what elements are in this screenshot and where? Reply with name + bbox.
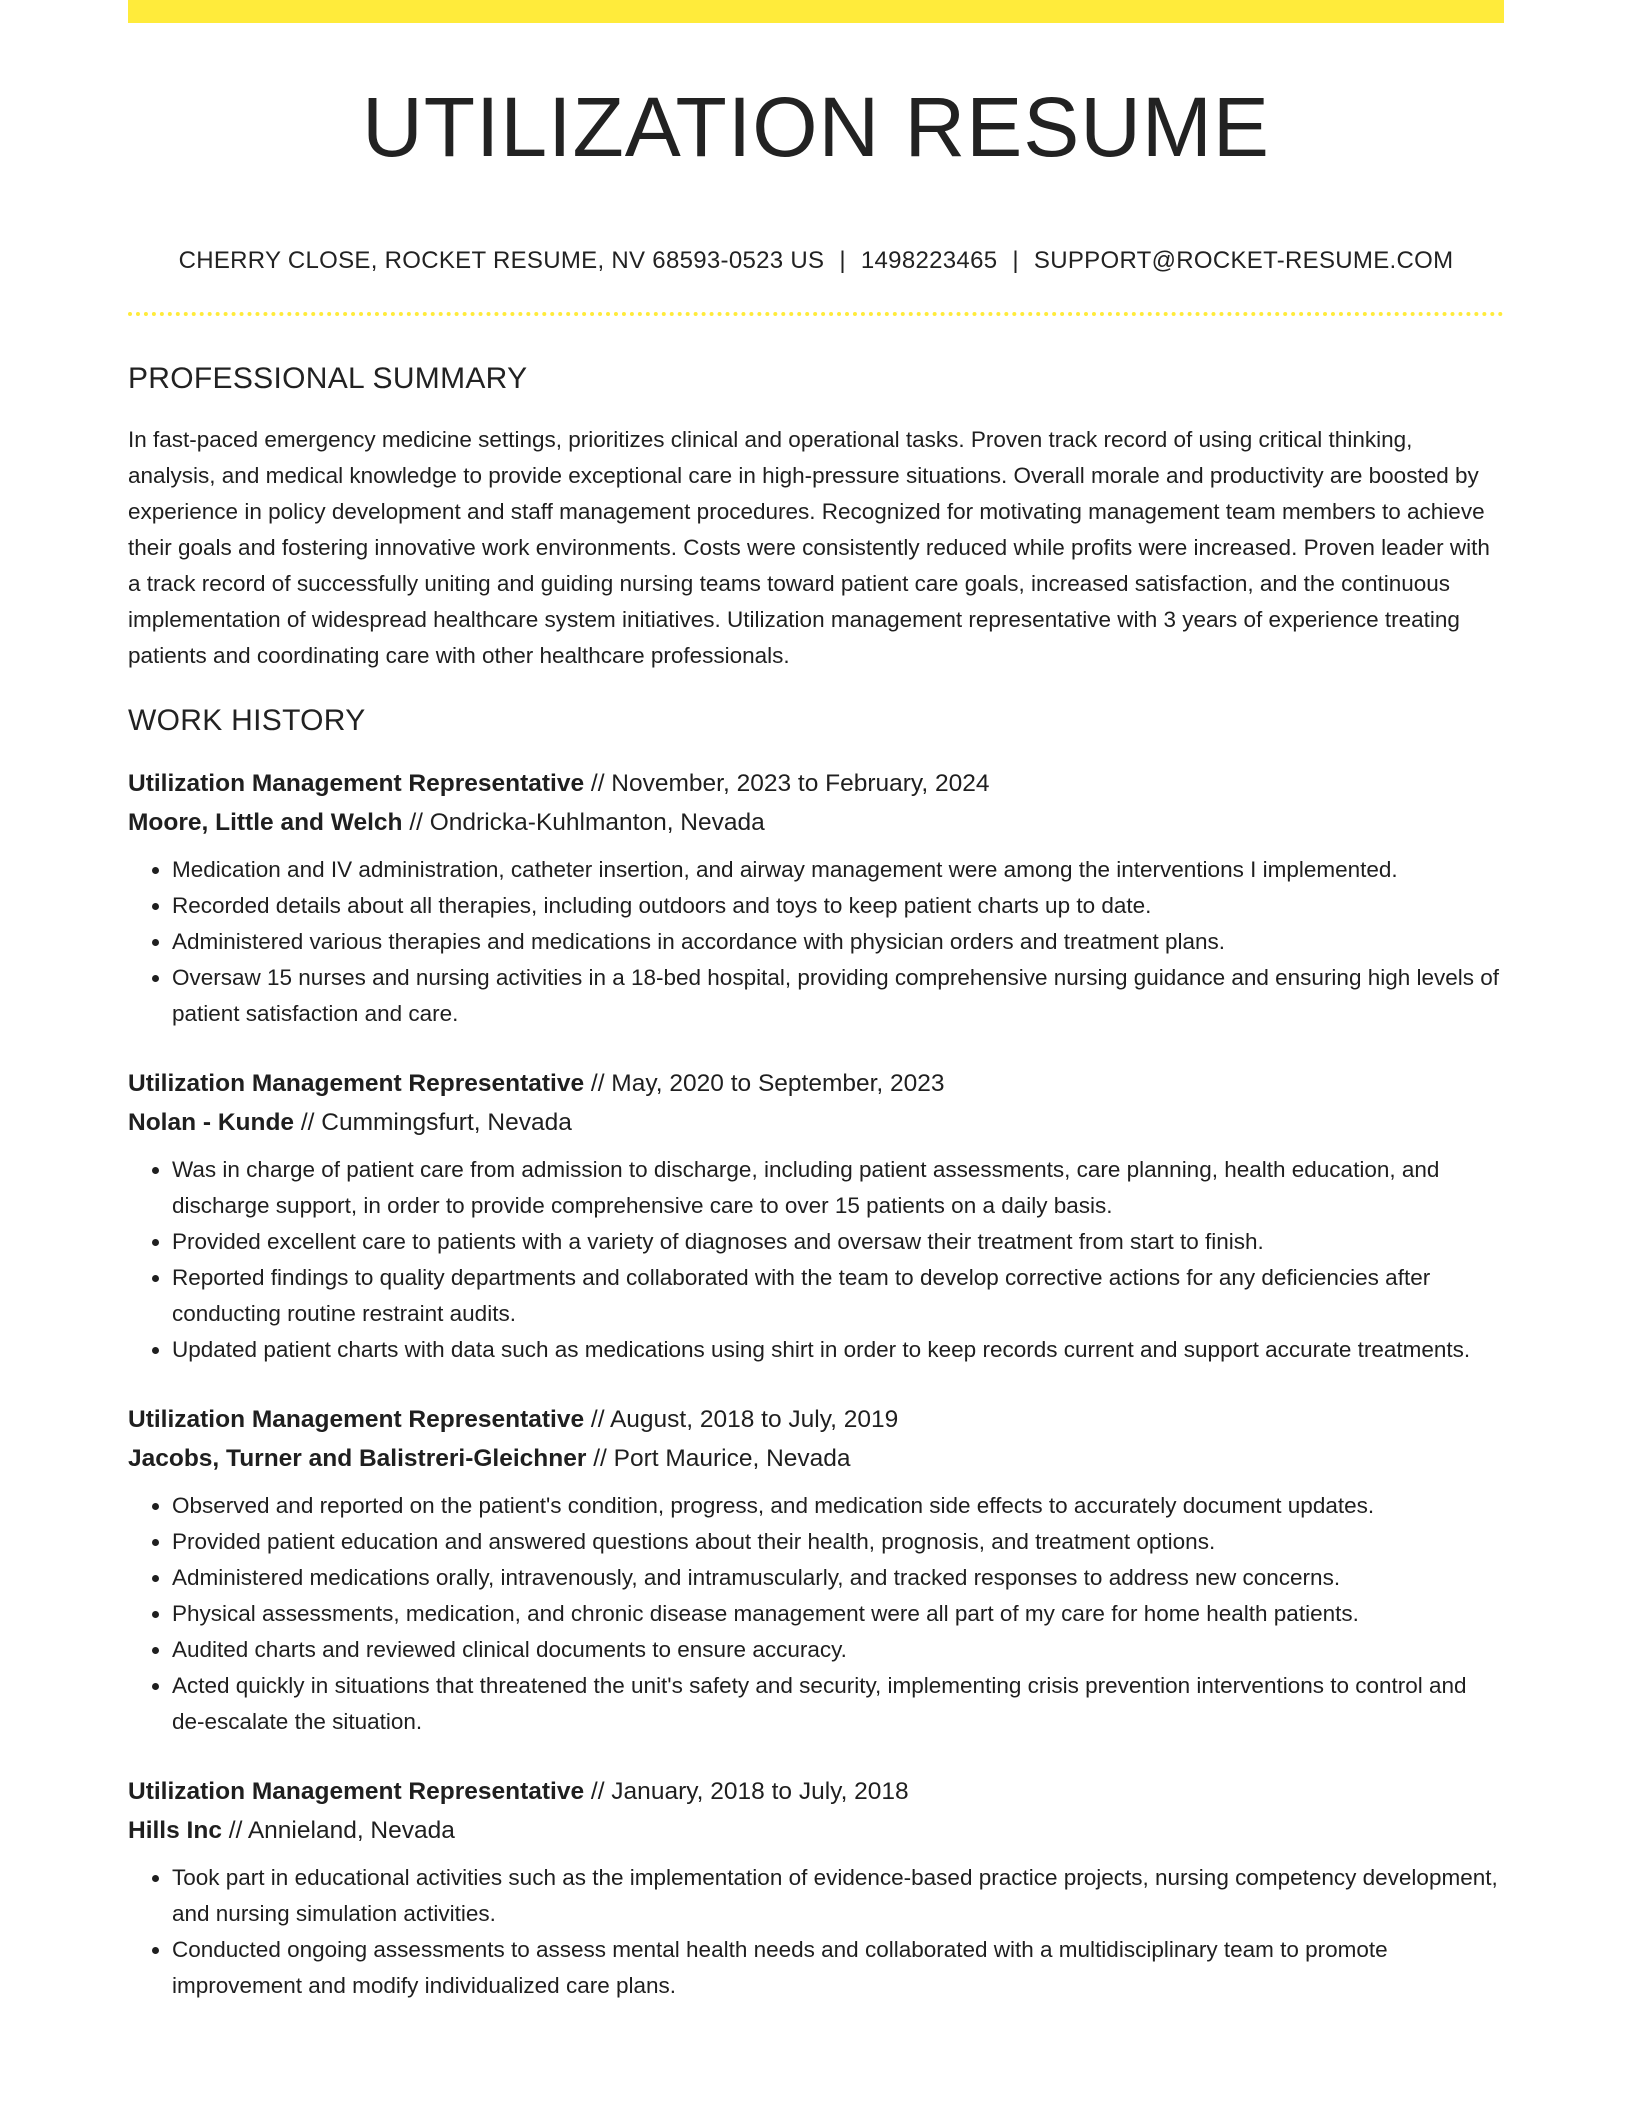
job-bullet: • Was in charge of patient care from admission to discharge, including patient assessments, care planning, health education, and discharge support, in order to provide comprehensive care to over 15 patients on a daily basis. bbox=[172, 1152, 1504, 1224]
job-bullets bbox=[128, 1860, 1504, 2004]
job-company-line bbox=[128, 1103, 1504, 1142]
contact-line bbox=[128, 247, 1504, 275]
job-dates: // November, 2023 to February, 2024 bbox=[590, 770, 990, 797]
job-bullet: • Recorded details about all therapies, including outdoors and toys to keep patient charts up to date. bbox=[172, 888, 1504, 924]
job-company: Moore, Little and Welch bbox=[128, 809, 403, 836]
job-bullet: • Took part in educational activities such as the implementation of evidence-based practice projects, nursing competency development, and nursing simulation activities. bbox=[172, 1860, 1504, 1932]
job-entry bbox=[128, 1064, 1504, 1368]
job-company: Jacobs, Turner and Balistreri-Gleichner bbox=[128, 1445, 587, 1472]
job-entry bbox=[128, 1772, 1504, 2004]
resume-name: UTILIZATION RESUME bbox=[362, 80, 1270, 174]
job-dates: // January, 2018 to July, 2018 bbox=[590, 1778, 909, 1805]
job-bullet: • Acted quickly in situations that threatened the unit's safety and security, implementing crisis prevention interventions to control and de-escalate the situation. bbox=[172, 1668, 1504, 1740]
resume-page bbox=[128, 0, 1504, 2004]
job-bullet: • Updated patient charts with data such as medications using shirt in order to keep records current and support accurate treatments. bbox=[172, 1332, 1504, 1368]
job-role: Utilization Management Representative bbox=[128, 1406, 585, 1433]
job-bullet: • Audited charts and reviewed clinical documents to ensure accuracy. bbox=[172, 1632, 1504, 1668]
job-location: // Annieland, Nevada bbox=[228, 1817, 455, 1844]
job-title-line bbox=[128, 1772, 1504, 1811]
job-bullet: • Provided patient education and answered questions about their health, prognosis, and treatment options. bbox=[172, 1524, 1504, 1560]
work-history-heading: WORK HISTORY bbox=[128, 704, 366, 737]
contact-separator: | bbox=[1012, 247, 1019, 274]
job-location: // Ondricka-Kuhlmanton, Nevada bbox=[409, 809, 765, 836]
contact-separator: | bbox=[839, 247, 846, 274]
job-role: Utilization Management Representative bbox=[128, 770, 585, 797]
job-bullet: • Administered medications orally, intravenously, and intramuscularly, and tracked responses to address new concerns. bbox=[172, 1560, 1504, 1596]
job-bullet: • Conducted ongoing assessments to assess mental health needs and collaborated with a multidisciplinary team to promote improvement and modify individualized care plans. bbox=[172, 1932, 1504, 2004]
job-location: // Port Maurice, Nevada bbox=[593, 1445, 851, 1472]
job-bullet: • Observed and reported on the patient's condition, progress, and medication side effects to accurately document updates. bbox=[172, 1488, 1504, 1524]
job-entry bbox=[128, 1400, 1504, 1740]
job-company: Nolan - Kunde bbox=[128, 1109, 295, 1136]
job-dates: // August, 2018 to July, 2019 bbox=[590, 1406, 899, 1433]
job-company-line bbox=[128, 1439, 1504, 1478]
job-bullet: • Oversaw 15 nurses and nursing activities in a 18-bed hospital, providing comprehensive nursing guidance and ensuring high levels of patient satisfaction and care. bbox=[172, 960, 1504, 1032]
job-list bbox=[128, 764, 1504, 2004]
job-title-line bbox=[128, 764, 1504, 803]
job-bullets bbox=[128, 1488, 1504, 1740]
job-title-line bbox=[128, 1064, 1504, 1103]
job-entry bbox=[128, 764, 1504, 1032]
job-bullet: • Reported findings to quality departments and collaborated with the team to develop corrective actions for any deficiencies after conducting routine restraint audits. bbox=[172, 1260, 1504, 1332]
dotted-divider bbox=[128, 312, 1504, 316]
job-location: // Cummingsfurt, Nevada bbox=[300, 1109, 572, 1136]
job-bullet: • Administered various therapies and medications in accordance with physician orders and treatment plans. bbox=[172, 924, 1504, 960]
job-bullet: • Provided excellent care to patients with a variety of diagnoses and oversaw their treatment from start to finish. bbox=[172, 1224, 1504, 1260]
job-role: Utilization Management Representative bbox=[128, 1070, 585, 1097]
job-company-line bbox=[128, 1811, 1504, 1850]
accent-bar bbox=[128, 0, 1504, 23]
job-bullet: • Physical assessments, medication, and chronic disease management were all part of my care for home health patients. bbox=[172, 1596, 1504, 1632]
summary-text: In fast-paced emergency medicine settings, prioritizes clinical and operational tasks. Proven track record of using critical thinking, analysis, and medical knowledge to provide exceptional care in high-pressure situations. Overall morale and productivity are boosted by experience in policy development and staff management procedures. Recognized for motivating management team members to achieve their goals and fostering innovative work environments. Costs were consistently reduced while profits were increased. Proven leader with a track record of successfully uniting and guiding nursing teams toward patient care goals, increased satisfaction, and the continuous implementation of widespread healthcare system initiatives. Utilization management representative with 3 years of experience treating patients and coordinating care with other healthcare professionals. bbox=[128, 427, 1490, 668]
contact-phone: 1498223465 bbox=[860, 247, 998, 274]
contact-email: SUPPORT@ROCKET-RESUME.COM bbox=[1033, 247, 1454, 274]
job-company: Hills Inc bbox=[128, 1817, 222, 1844]
job-company-line bbox=[128, 803, 1504, 842]
contact-address: CHERRY CLOSE, ROCKET RESUME, NV 68593-0523 US bbox=[178, 247, 825, 274]
job-role: Utilization Management Representative bbox=[128, 1778, 585, 1805]
job-dates: // May, 2020 to September, 2023 bbox=[590, 1070, 945, 1097]
job-title-line bbox=[128, 1400, 1504, 1439]
job-bullets bbox=[128, 852, 1504, 1032]
job-bullet: • Medication and IV administration, catheter insertion, and airway management were among the interventions I implemented. bbox=[172, 852, 1504, 888]
summary-heading: PROFESSIONAL SUMMARY bbox=[128, 362, 528, 395]
job-bullets bbox=[128, 1152, 1504, 1368]
